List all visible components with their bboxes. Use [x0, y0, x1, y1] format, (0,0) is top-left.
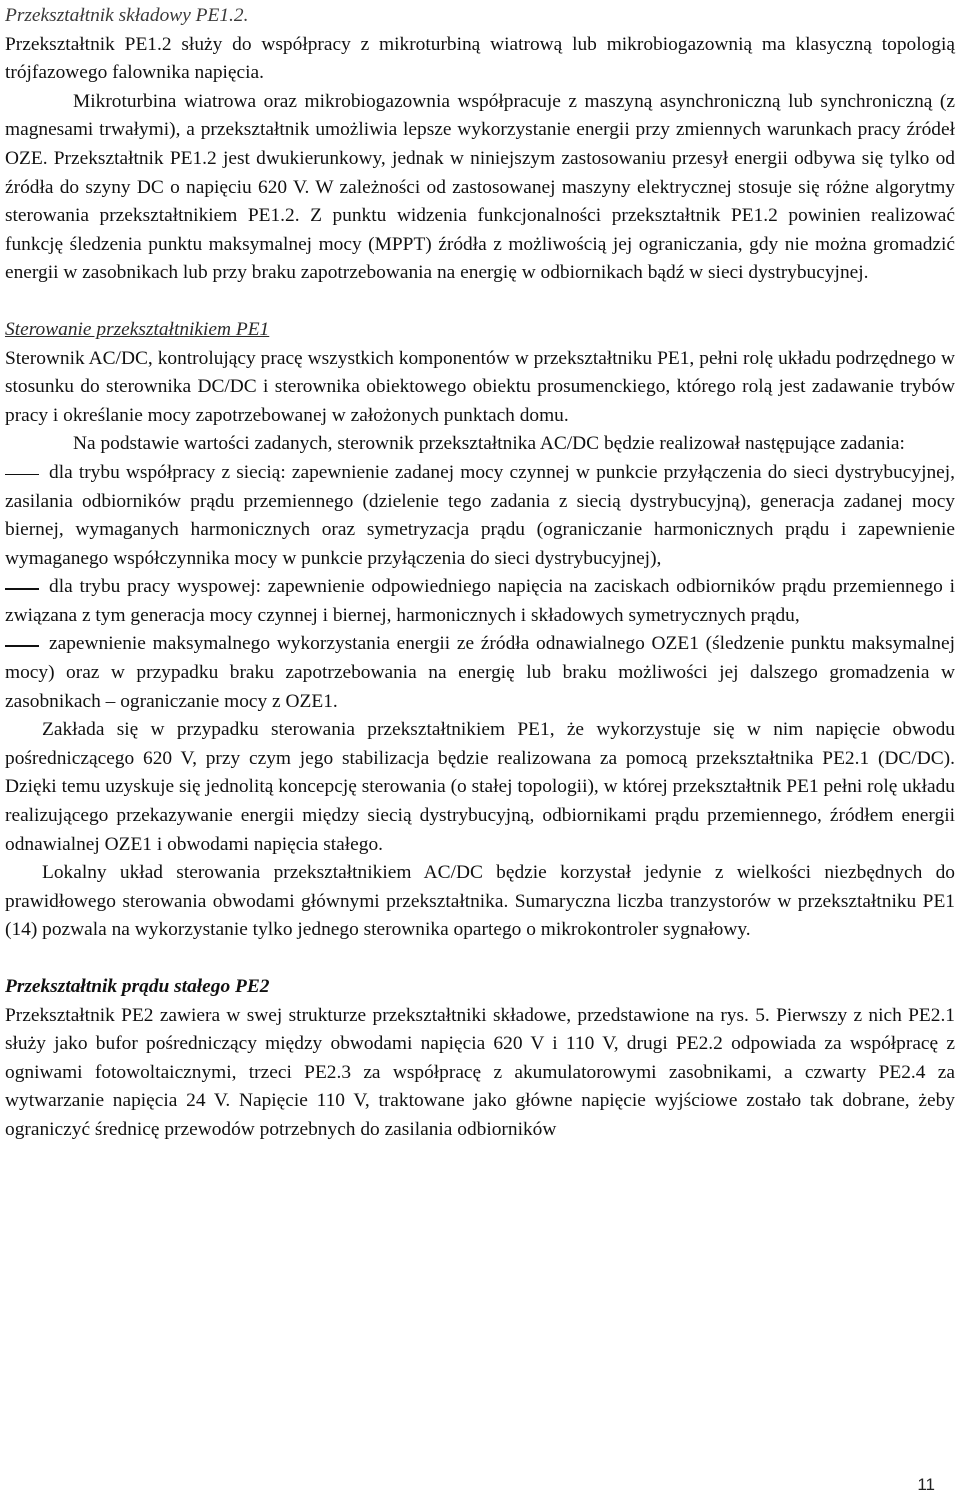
section-heading-pe1-control: Sterowanie przekształtnikiem PE1 [5, 318, 270, 340]
paragraph: Na podstawie wartości zadanych, sterownik przekształtnika AC/DC będzie realizował następujące zadania: [73, 433, 905, 455]
section-heading-pe1-2: Przekształtnik składowy PE1.2. [5, 5, 249, 26]
list-item: zapewnienie maksymalnego wykorzystania energii ze źródła odnawialnego OZE1 (śledzenie punktu maksymalnej mocy) oraz w przypadku braku zapotrzebowania na energię lub braku możliwości jej dalszego gromadzenia w zasobnikach – ograniczanie mocy z OZE1. [5, 633, 955, 712]
section-heading-pe2: Przekształtnik prądu stałego PE2 [5, 976, 270, 997]
paragraph: Przekształtnik PE1.2 służy do współpracy z mikroturbiną wiatrową lub mikrobiogazownią ma klasyczną topologią trójfazowego falownika napięcia. [5, 33, 955, 84]
page-number: 11 [917, 1475, 935, 1494]
list-item: dla trybu pracy wyspowej: zapewnienie odpowiedniego napięcia na zaciskach odbiorników prądu przemiennego i związana z tym generacja mocy czynnej i biernej, harmonicznych i składowych symetrycznych prądu, [5, 576, 955, 626]
spacer [5, 288, 955, 316]
paragraph: Lokalny układ sterowania przekształtnikiem AC/DC będzie korzystał jedynie z wielkości niezbędnych do prawidłowego sterowania obwodami głównymi przekształtnika. Sumaryczna liczba tranzystorów w przekształtniku PE1 (14) pozwala na wykorzystanie tylko jednego sterownika opartego o mikrokontroler sygnałowy. [5, 862, 955, 941]
paragraph: Zakłada się w przypadku sterowania przekształtnikiem PE1, że wykorzystuje się w nim napięcie obwodu pośredniczącego 620 V, przy czym jego stabilizacja będzie realizowana za pomocą przekształtnika PE2.1 (DC/DC). Dzięki temu uzyskuje się jednolitą koncepcję sterowania (o stałej topologii), w której przekształtnik PE1 pełni rolę układu realizującego przekazywanie energii między siecią dystrybucyjną, odbiornikami prądu przemiennego, źródłem energii odnawialnej OZE1 i obwodami napięcia stałego. [5, 719, 955, 855]
paragraph: Sterownik AC/DC, kontrolujący pracę wszystkich komponentów w przekształtniku PE1, pełni rolę układu podrzędnego w stosunku do sterownika DC/DC i sterownika obiektowego obiektu prosumenckiego, którego rolą jest zadawanie trybów pracy i określanie mocy zapotrzebowanej w założonych punktach domu. [5, 347, 955, 426]
document-page [5, 2, 955, 1145]
list-item: dla trybu współpracy z siecią: zapewnienie zadanej mocy czynnej w punkcie przyłączenia do sieci dystrybucyjnej, zasilania odbiorników prądu przemiennego (dzielenie tego zadania z siecią dystrybucyjną), generacja zadanej mocy biernej, wymaganych harmonicznych oraz symetryzacja prądu (ograniczanie harmonicznych prądu i zapewnienie wymaganego współczynnika mocy w punkcie przyłączenia do sieci dystrybucyjnej), [5, 461, 955, 569]
spacer [5, 945, 955, 973]
paragraph: Przekształtnik PE2 zawiera w swej strukturze przekształtniki składowe, przedstawione na rys. 5. Pierwszy z nich PE2.1 służy jako bufor pośredniczący między obwodami napięcia 620 V i 110 V, drugi PE2.2 odpowiada za współpracę z ogniwami fotowoltaicznymi, trzeci PE2.3 za współpracę z akumulatorowymi zasobnikami, a czwarty PE2.4 za wytwarzanie napięcia 24 V. Napięcie 110 V, traktowane jako główne napięcie wyjściowe zostało tak dobrane, żeby ograniczyć średnicę przewodów potrzebnych do zasilania odbiorników [5, 1004, 955, 1140]
paragraph: Mikroturbina wiatrowa oraz mikrobiogazownia współpracuje z maszyną asynchroniczną lub synchroniczną (z magnesami trwałymi), a przekształtnik umożliwia lepsze wykorzystanie energii przy zmiennych warunkach pracy źródeł OZE. Przekształtnik PE1.2 jest dwukierunkowy, jednak w niniejszym zastosowaniu przesył energii odbywa się tylko od źródła do szyny DC o napięciu 620 V. W zależności od zastosowanej maszyny elektrycznej stosuje się różne algorytmy sterowania przekształtnikiem PE1.2. Z punktu widzenia funkcjonalności przekształtnik PE1.2 powinien realizować funkcję śledzenia punktu maksymalnej mocy (MPPT) źródła z możliwością jej ograniczania, gdy nie można gromadzić energii w zasobnikach lub przy braku zapotrzebowania na energię w odbiornikach bądź w sieci dystrybucyjnej. [5, 90, 955, 284]
